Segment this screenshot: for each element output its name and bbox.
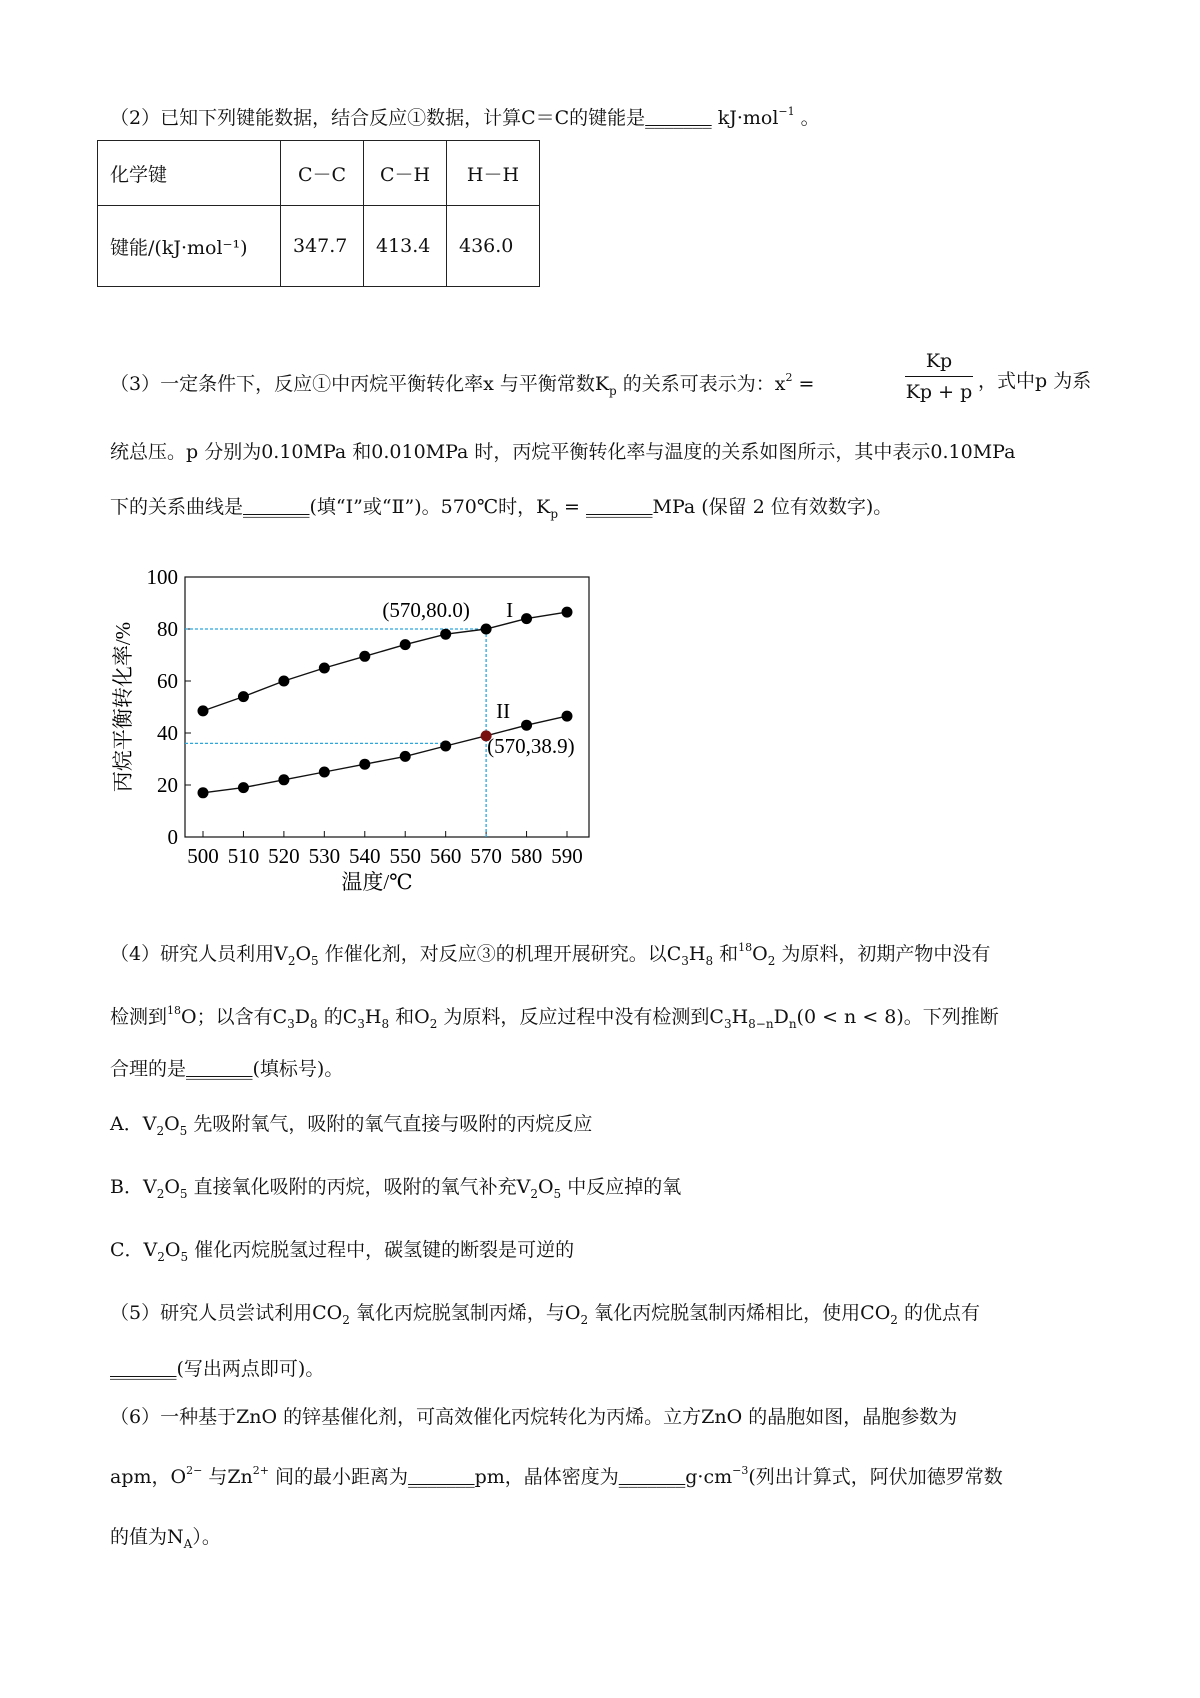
q6-line2 (110, 1465, 1003, 1487)
series-label: I (506, 598, 514, 622)
text-segment: 为原料，初期产物中没有 (775, 943, 991, 965)
text-segment: 合理的是 (110, 1058, 187, 1080)
text-segment: （2）已知下列键能数据，结合反应①数据，计算C＝C的键能是 (110, 107, 646, 129)
text-segment: ）。 (192, 1526, 221, 1548)
fraction-numerator: Kp (905, 350, 973, 377)
text-segment: 检测到 (110, 1006, 168, 1028)
y-axis-label: 丙烷平衡转化率/% (111, 621, 135, 793)
x-tick-label: 550 (389, 844, 421, 868)
text-segment: O (164, 1176, 180, 1198)
x-tick-label: 520 (268, 844, 300, 868)
data-point (278, 676, 289, 687)
text-segment: p (609, 384, 617, 398)
text-segment: ，式中p 为系 (978, 370, 1092, 392)
answer-blank[interactable]: _______ (586, 496, 653, 518)
data-point (440, 741, 451, 752)
q3-line2 (110, 443, 1015, 462)
y-tick-label: 0 (167, 825, 178, 849)
text-segment: (填“Ⅰ”或“Ⅱ”)。570℃时，K (309, 496, 551, 518)
table-cell: 436.0 (447, 206, 540, 287)
annotation-label: (570,38.9) (487, 733, 575, 758)
y-tick-label: 100 (146, 565, 178, 589)
data-point (521, 720, 532, 731)
y-tick-label: 80 (157, 617, 178, 641)
text-segment: 的C (317, 1006, 358, 1028)
table-header: C－H (364, 141, 447, 206)
data-point (198, 787, 209, 798)
text-segment: 作催化剂，对反应③的机理开展研究。以C (318, 943, 682, 965)
series-line-I (203, 612, 567, 711)
text-segment: 5 (553, 1187, 562, 1201)
text-segment: 2+ (252, 1464, 270, 1477)
text-segment: 2 (530, 1187, 538, 1201)
text-segment: O (164, 1239, 181, 1261)
text-segment: 为原料，反应过程中没有检测到C (437, 1006, 724, 1028)
data-point (562, 711, 573, 722)
text-segment: n (788, 1017, 797, 1031)
text-segment: 3 (287, 1017, 295, 1031)
text-segment: 8−n (748, 1017, 774, 1031)
text-segment: 氧化丙烷脱氢制丙烯相比，使用CO (588, 1302, 891, 1324)
text-segment: 3 (681, 954, 689, 968)
text-segment: 直接氧化吸附的丙烷，吸附的氧气补充V (187, 1176, 531, 1198)
data-point (238, 782, 249, 793)
q3-line3 (110, 498, 892, 520)
text-segment: 8 (705, 954, 714, 968)
data-point (319, 663, 330, 674)
text-segment: 2 (157, 1250, 165, 1264)
text-segment: p (550, 507, 559, 521)
text-segment: 8 (310, 1017, 318, 1031)
text-segment: 3 (723, 1017, 732, 1031)
q4-line2 (110, 1005, 999, 1030)
data-point (400, 751, 411, 762)
q5-line1 (110, 1304, 980, 1326)
text-segment: (填标号)。 (252, 1058, 344, 1080)
text-segment: 18 (167, 1004, 182, 1017)
text-segment: D (294, 1006, 311, 1028)
text-segment: （4）研究人员利用V (110, 943, 288, 965)
text-segment: 氧化丙烷脱氢制丙烯，与O (349, 1302, 581, 1324)
text-segment: A．V (110, 1113, 157, 1135)
text-segment: 2 (156, 1124, 165, 1138)
x-tick-label: 540 (349, 844, 381, 868)
text-segment: 2 (890, 1313, 898, 1327)
text-segment: 3 (357, 1017, 365, 1031)
table-header-row (98, 141, 540, 206)
y-tick-label: 60 (157, 669, 178, 693)
table-header: H－H (447, 141, 540, 206)
table-row (98, 206, 540, 287)
table-cell: 413.4 (364, 206, 447, 287)
text-segment: 的优点有 (897, 1302, 980, 1324)
y-tick-label: 20 (157, 773, 178, 797)
text-segment: 和O (389, 1006, 430, 1028)
bond-energy-table (97, 140, 540, 287)
text-segment: MPa (保留 2 位有效数字)。 (652, 496, 893, 518)
text-segment: H (688, 943, 706, 965)
data-point (278, 774, 289, 785)
fraction-denominator: Kp + p (905, 381, 973, 403)
text-segment: kJ·mol (711, 107, 779, 129)
text-segment: = (558, 496, 587, 518)
x-tick-label: 580 (510, 844, 543, 868)
table-cell: 347.7 (281, 206, 364, 287)
text-segment: 间的最小距离为 (269, 1466, 409, 1488)
x-tick-label: 500 (187, 844, 219, 868)
text-segment: 5 (179, 1124, 188, 1138)
text-segment: B．V (110, 1176, 157, 1198)
data-point (359, 651, 370, 662)
text-segment: 下的关系曲线是 (110, 496, 244, 518)
text-segment: 18 (738, 941, 753, 954)
y-tick-label: 40 (157, 721, 178, 745)
text-segment: 2 (767, 954, 776, 968)
text-segment: 先吸附氧气，吸附的氧气直接与吸附的丙烷反应 (187, 1113, 593, 1135)
text-segment: 和 (713, 943, 739, 965)
text-segment: O (752, 943, 768, 965)
annotation-label: (570,80.0) (382, 598, 470, 622)
answer-blank[interactable]: _______ (110, 1358, 177, 1380)
text-segment: apm，O (110, 1466, 187, 1488)
text-segment: 2 (156, 1187, 165, 1201)
q2-text (110, 106, 820, 128)
table-row-label: 键能/(kJ·mol⁻¹) (98, 206, 281, 287)
q4-line1 (110, 942, 990, 967)
data-point (481, 624, 492, 635)
data-point (359, 759, 370, 770)
answer-blank[interactable]: _______ (645, 107, 712, 129)
text-segment: 的值为N (110, 1526, 184, 1548)
option-b (110, 1178, 681, 1200)
x-tick-label: 590 (551, 844, 583, 868)
text-segment: 2 (785, 371, 793, 384)
text-segment: 8 (381, 1017, 390, 1031)
text-segment: 催化丙烷脱氢过程中，碳氢键的断裂是可逆的 (188, 1239, 575, 1261)
x-tick-label: 560 (429, 844, 462, 868)
text-segment: −1 (778, 105, 795, 118)
q3-line1 (110, 372, 814, 397)
text-segment: 2 (287, 954, 296, 968)
text-segment: C．V (110, 1239, 158, 1261)
text-segment: 5 (179, 1187, 188, 1201)
text-segment: (写出两点即可)。 (176, 1358, 325, 1380)
text-segment: 2 (342, 1313, 350, 1327)
data-point (521, 613, 532, 624)
q5-line2 (110, 1360, 324, 1379)
data-point (440, 629, 451, 640)
text-segment: （5）研究人员尝试利用CO (110, 1302, 343, 1324)
data-point (319, 767, 330, 778)
x-tick-label: 510 (227, 844, 260, 868)
data-point (562, 607, 573, 618)
text-segment: (0 < n < 8)。下列推断 (796, 1006, 999, 1028)
kp-fraction (905, 350, 973, 403)
text-segment: 5 (311, 954, 319, 968)
text-segment: O (295, 943, 312, 965)
text-segment: = (792, 373, 815, 395)
text-segment: 统总压。p 分别为0.10MPa 和0.010MPa 时，丙烷平衡转化率与温度的关系如图所示，其中表示0.10MPa (110, 441, 1016, 463)
text-segment: D (773, 1006, 789, 1028)
x-axis-label: 温度/℃ (341, 870, 413, 894)
text-segment: 的关系可表示为：x (616, 373, 786, 395)
data-point (198, 705, 209, 716)
data-point (400, 639, 411, 650)
conversion-chart (100, 560, 620, 905)
answer-blank[interactable]: _______ (618, 1466, 686, 1488)
text-segment: (列出计算式，阿伏加德罗常数 (748, 1466, 1003, 1488)
text-segment: −3 (732, 1464, 749, 1477)
x-tick-label: 530 (308, 844, 341, 868)
text-segment: H (731, 1006, 749, 1028)
text-segment: 。 (794, 107, 820, 129)
q6-line1 (110, 1408, 957, 1427)
table-header: 化学键 (98, 141, 281, 206)
option-c (110, 1241, 574, 1263)
q3-line1-tail (978, 372, 1091, 391)
text-segment: （3）一定条件下，反应①中丙烷平衡转化率x 与平衡常数K (110, 373, 610, 395)
q4-line3 (110, 1060, 343, 1079)
text-segment: （6）一种基于ZnO 的锌基催化剂，可高效催化丙烷转化为丙烯。立方ZnO 的晶胞如图，晶胞参数为 (110, 1406, 958, 1428)
text-segment: O (537, 1176, 554, 1198)
text-segment: 与Zn (202, 1466, 253, 1488)
series-label: II (496, 698, 511, 723)
text-segment: g·cm (685, 1466, 733, 1488)
text-segment: 2− (186, 1464, 203, 1477)
text-segment: pm，晶体密度为 (474, 1466, 619, 1488)
text-segment: A (183, 1537, 193, 1551)
text-segment: H (364, 1006, 382, 1028)
text-segment: O；以含有C (181, 1006, 288, 1028)
answer-blank[interactable]: _______ (243, 496, 310, 518)
table-header: C－C (281, 141, 364, 206)
text-segment: 中反应掉的氧 (561, 1176, 682, 1198)
text-segment: O (164, 1113, 180, 1135)
x-tick-label: 570 (470, 844, 502, 868)
text-segment: 2 (580, 1313, 589, 1327)
q6-line3 (110, 1528, 221, 1550)
answer-blank[interactable]: _______ (408, 1466, 475, 1488)
data-point (238, 691, 249, 702)
answer-blank[interactable]: _______ (186, 1058, 253, 1080)
text-segment: 2 (429, 1017, 438, 1031)
text-segment: 5 (180, 1250, 189, 1264)
option-a (110, 1115, 592, 1137)
